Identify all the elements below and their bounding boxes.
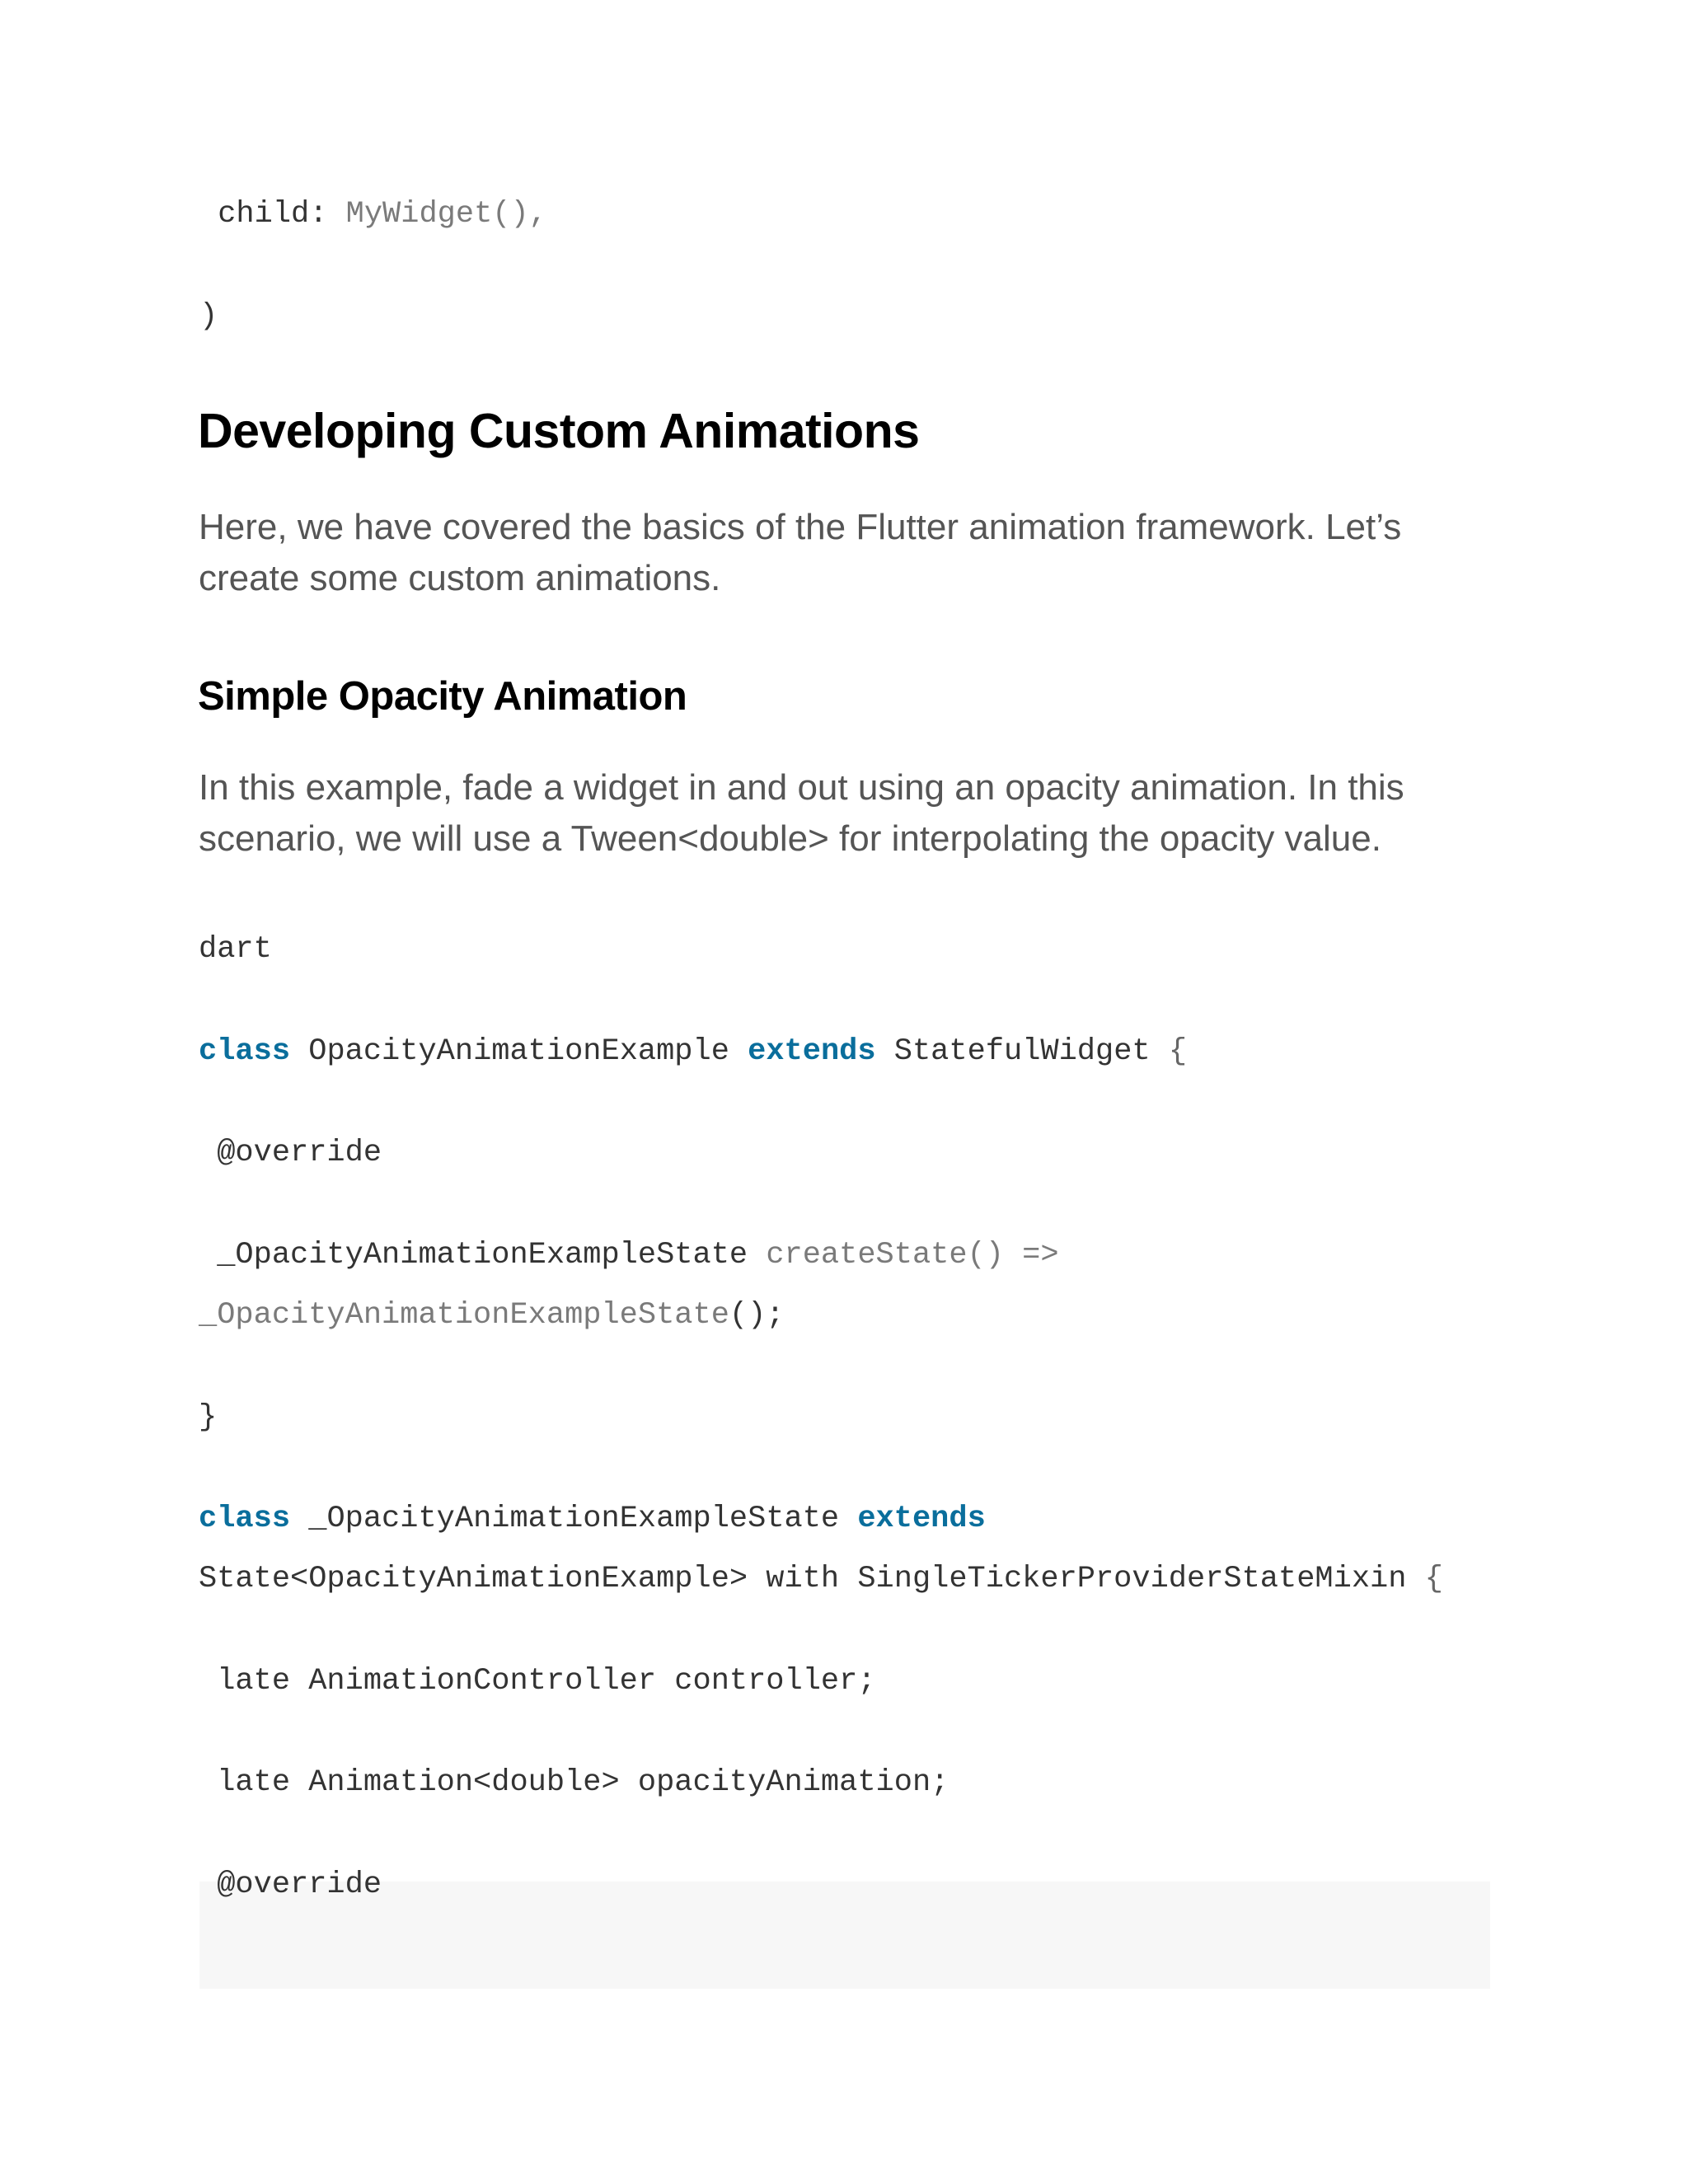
code-token: StatefulWidget: [875, 1034, 1169, 1069]
code-token: {: [1168, 1034, 1188, 1069]
code-keyword: class: [199, 1502, 291, 1536]
subsection-heading: Simple Opacity Animation: [198, 674, 687, 719]
code-line-class2: [199, 1501, 986, 1537]
paragraph-line: In this example, fade a widget in and out using an opacity animation. In this: [199, 767, 1404, 808]
code-token: OpacityAnimationExample: [290, 1034, 748, 1069]
code-token: State<OpacityAnimationExample> with SingleTickerProviderStateMixin: [199, 1562, 1425, 1596]
code-line-create-state-cont: [199, 1297, 785, 1333]
code-keyword: extends: [857, 1502, 986, 1536]
code-token: {: [1424, 1562, 1443, 1596]
code-line-create-state: [199, 1237, 1059, 1273]
code-token: MyWidget(),: [345, 197, 547, 232]
code-line-override-2: @override: [199, 1868, 382, 1902]
code-token: _OpacityAnimationExampleState: [199, 1238, 767, 1272]
code-language-label: dart: [199, 932, 272, 967]
code-token: ();: [729, 1298, 785, 1333]
intro-paragraph: [199, 502, 1534, 604]
code-token: _OpacityAnimationExampleState: [199, 1298, 729, 1333]
example-paragraph: [199, 762, 1534, 865]
code-token: _OpacityAnimationExampleState: [290, 1502, 858, 1536]
section-heading: Developing Custom Animations: [198, 404, 920, 458]
code-keyword: extends: [748, 1034, 876, 1069]
code-line-child: [199, 196, 547, 232]
paragraph-line: scenario, we will use a Tween<double> for interpolating the opacity value.: [199, 818, 1381, 859]
code-line-class2-cont: [199, 1561, 1443, 1597]
code-line-override: @override: [199, 1136, 382, 1170]
code-line-controller: late AnimationController controller;: [199, 1664, 876, 1699]
paragraph-line: create some custom animations.: [199, 558, 721, 598]
code-line-class1: [199, 1033, 1187, 1070]
paragraph-line: Here, we have covered the basics of the Flutter animation framework. Let’s: [199, 507, 1402, 547]
code-line-close-paren: ): [199, 299, 218, 334]
code-line-close-brace: }: [199, 1400, 218, 1435]
code-line-opacity-animation: late Animation<double> opacityAnimation;: [199, 1765, 950, 1800]
code-keyword: class: [199, 1034, 291, 1069]
code-highlight-background: [199, 1882, 1490, 1989]
code-token: child:: [199, 197, 346, 232]
code-token: createState() =>: [766, 1238, 1059, 1272]
